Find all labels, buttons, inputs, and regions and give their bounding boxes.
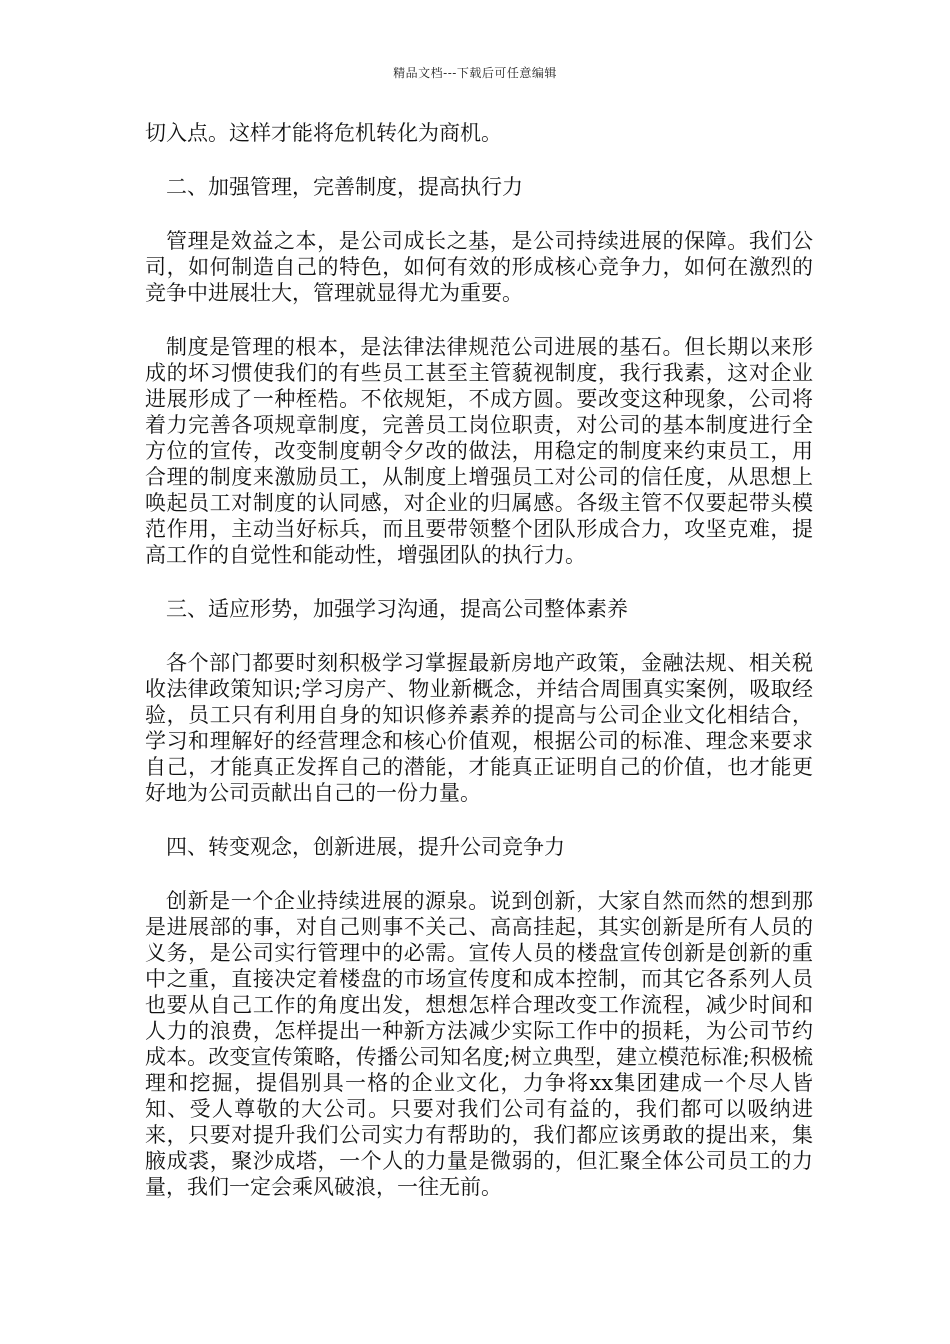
section-heading-2: 二、加强管理，完善制度，提高执行力 [166, 175, 523, 199]
section-2-paragraph-2: 制度是管理的根本，是法律法律规范公司进展的基石。但长期以来形成的坏习惯使我们的有些员工甚至主管藐视制度，我行我素，这对企业进展形成了一种桎梏。不依规矩，不成方圆。要改变这种现象，公司将着力完善各项规章制度，完善员工岗位职责，对公司的基本制度进行全方位的宣传，改变制度朝令夕改的做法，用稳定的制度来约束员工，用合理的制度来激励员工，从制度上增强员工对公司的信任度，从思想上唤起员工对制度的认同感，对企业的归属感。各级主管不仅要起带头模范作用，主动当好标兵，而且要带领整个团队形成合力，攻坚克难，提高工作的自觉性和能动性，增强团队的执行力。 [145, 335, 813, 567]
section-heading-3: 三、适应形势，加强学习沟通，提高公司整体素养 [166, 597, 628, 621]
section-heading-4: 四、转变观念，创新进展，提升公司竞争力 [166, 835, 565, 859]
section-3-paragraph-1: 各个部门都要时刻积极学习掌握最新房地产政策，金融法规、相关税收法律政策知识;学习房产、物业新概念，并结合周围真实案例，吸取经验，员工只有利用自身的知识修养素养的提高与公司企业文化相结合，学习和理解好的经营理念和核心价值观，根据公司的标准、理念来要求自己，才能真正发挥自己的潜能，才能真正证明自己的价值，也才能更好地为公司贡献出自己的一份力量。 [145, 651, 813, 805]
page-header: 精品文档---下载后可任意编辑 [393, 66, 557, 80]
section-2-paragraph-1: 管理是效益之本，是公司成长之基，是公司持续进展的保障。我们公司，如何制造自己的特色，如何有效的形成核心竞争力，如何在激烈的竞争中进展壮大，管理就显得尤为重要。 [145, 229, 813, 305]
document-body [145, 120, 813, 1228]
section-4-paragraph-1: 创新是一个企业持续进展的源泉。说到创新，大家自然而然的想到那是进展部的事，对自己则事不关己、高高挂起，其实创新是所有人员的义务，是公司实行管理中的必需。宣传人员的楼盘宣传创新是创新的重中之重，直接决定着楼盘的市场宣传度和成本控制，而其它各系列人员也要从自己工作的角度出发，想想怎样合理改变工作流程，减少时间和人力的浪费，怎样提出一种新方法减少实际工作中的损耗，为公司节约成本。改变宣传策略，传播公司知名度;树立典型，建立模范标准;积极梳理和挖掘，提倡别具一格的企业文化，力争将xx集团建成一个尽人皆知、受人尊敬的大公司。只要对我们公司有益的，我们都可以吸纳进来，只要对提升我们公司实力有帮助的，我们都应该勇敢的提出来，集腋成裘，聚沙成塔，一个人的力量是微弱的，但汇聚全体公司员工的力量，我们一定会乘风破浪，一往无前。 [145, 889, 813, 1199]
lead-paragraph: 切入点。这样才能将危机转化为商机。 [145, 121, 502, 145]
